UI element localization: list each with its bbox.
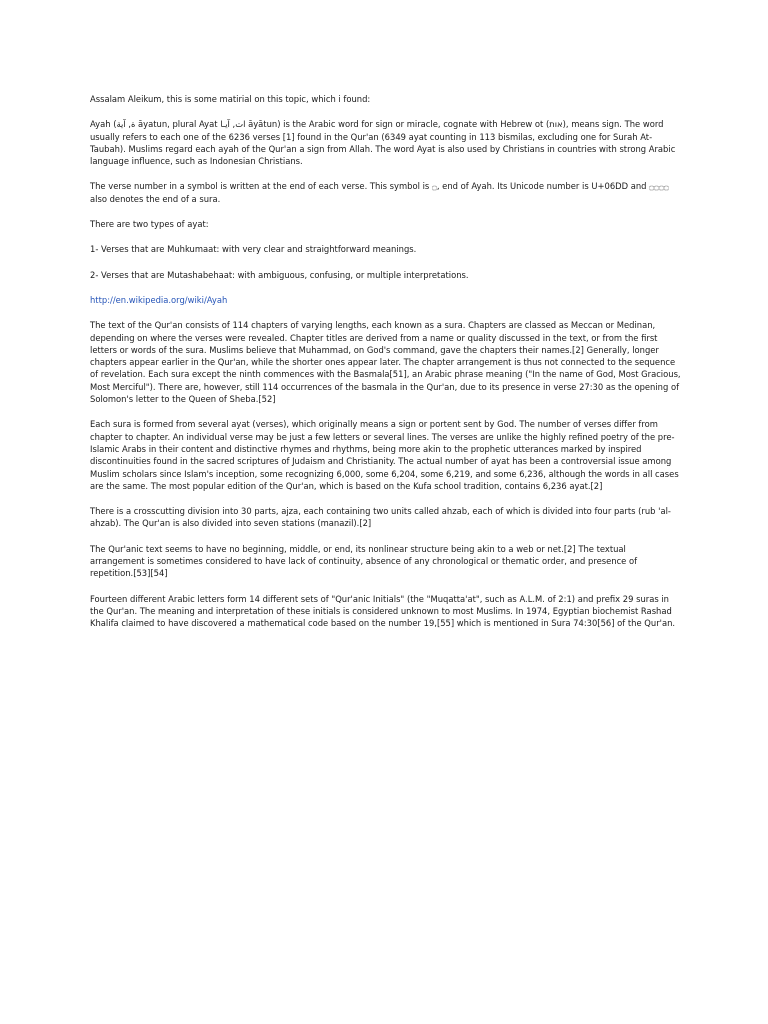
type-1-paragraph: 1- Verses that are Muhkumaat: with very clear and straightforward meanings. (90, 244, 417, 255)
source-link-paragraph (90, 294, 682, 306)
divisions-paragraph: There is a crosscutting division into 30 parts, ajza, each containing two units called ahzab, each of which is divided into four parts (rub 'al-ahzab). The Qur'an is also divided into seven stations (manazil).[2] (90, 506, 671, 529)
source-link[interactable]: http://en.wikipedia.org/wiki/Ayah (90, 294, 228, 305)
structure-paragraph: The Qur'anic text seems to have no beginning, middle, or end, its nonlinear structure being akin to a web or net.[2] The textual arrangement is sometimes considered to have lack of continuity, absence of any chronological or thematic order, and presence of repetition.[53][54] (90, 543, 638, 579)
type-2-paragraph: 2- Verses that are Mutashabehaat: with ambiguous, confusing, or multiple interpretations. (90, 269, 469, 280)
chapters-paragraph: The text of the Qur'an consists of 114 chapters of varying lengths, each known as a sura. Chapters are classed as Meccan or Medinan, depending on where the verses were revealed. Chapter titles are derived from a name or quality discussed in the text, or from the first letters or words of the sura. Muslims believe that Muhammad, on God's command, gave the chapters their names.[2] Generally, longer chapters appear earlier in the Qur'an, while the shorter ones appear later. The chapter arrangement is thus not connected to the sequence of revelation. Each sura except the ninth commences with the Basmala[51], an Arabic phrase meaning ("In the name of God, Most Gracious, Most Merciful"). There are, however, still 114 occurrences of the basmala in the Qur'an, due to its presence in verse 27:30 as the opening of Solomon's letter to the Queen of Sheba.[52] (90, 320, 681, 405)
greeting-paragraph: Assalam Aleikum, this is some matirial on this topic, which i found: (90, 94, 371, 104)
verse-symbol-paragraph: The verse number in a symbol is written at the end of each verse. This symbol is ۝, end of Ayah. Its Unicode number is U+06DD and ۝۝۝۝ also denotes the end of a sura. (90, 181, 669, 204)
definition-paragraph: Ayah (ة, آية āyatun, plural Ayat ات, آيـا āyātun) is the Arabic word for sign or miracle, cognate with Hebrew ot (אות), means sign. The word usually refers to each one of the 6236 verses [1] found in the Qur'an (6349 ayat counting in 113 bismilas, excluding one for Surah At-Taubah). Muslims regard each ayah of the Qur'an a sign from Allah. The word Ayat is also used by Christians in countries with strong Arabic language influence, such as Indonesian Christians. (90, 119, 676, 167)
initials-paragraph: Fourteen different Arabic letters form 14 different sets of "Qur'anic Initials" (the "Muqatta'at", such as A.L.M. of 2:1) and prefix 29 suras in the Qur'an. The meaning and interpretation of these initials is considered unknown to most Muslims. In 1974, Egyptian biochemist Rashad Khalifa claimed to have discovered a mathematical code based on the number 19,[55] which is mentioned in Sura 74:30[56] of the Qur'an. (90, 593, 676, 629)
verses-paragraph: Each sura is formed from several ayat (verses), which originally means a sign or portent sent by God. The number of verses differ from chapter to chapter. An individual verse may be just a few letters or several lines. The verses are unlike the highly refined poetry of the pre-Islamic Arabs in their content and distinctive rhymes and rhythms, being more akin to the prophetic utterances marked by inspired discontinuities found in the sacred scriptures of Judaism and Christianity. The actual number of ayat has been a controversial issue among Muslim scholars since Islam's inception, some recognizing 6,000, some 6,204, some 6,219, and some 6,236, although the words in all cases are the same. The most popular edition of the Qur'an, which is based on the Kufa school tradition, contains 6,236 ayat.[2] (90, 419, 679, 491)
types-intro-paragraph: There are two types of ayat: (90, 219, 209, 230)
document-body (90, 93, 682, 643)
